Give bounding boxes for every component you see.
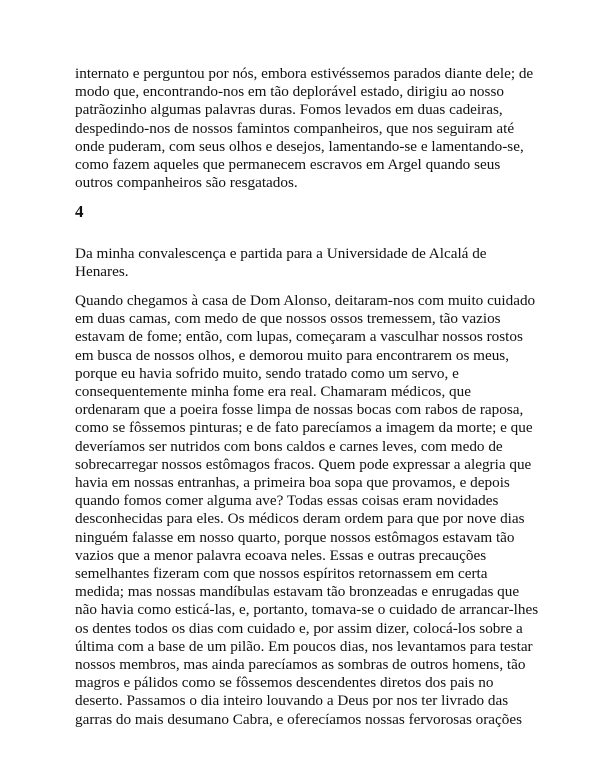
text-line: despedindo-nos de nossos famintos companheiros, que nos seguiram até — [75, 119, 515, 137]
text-line: semelhantes fizeram com que nossos espíritos retornassem em certa — [75, 565, 488, 583]
text-line: deserto. Passamos o dia inteiro louvando a Deus por nos ter livrado das — [75, 692, 509, 710]
text-line: como fazem aqueles que permanecem escravos em Argel quando seus — [75, 156, 501, 174]
text-line: como se fôssemos pinturas; e de fato parecíamos a imagem da morte; e que — [75, 419, 533, 437]
text-line: última com a base de um pilão. Em poucos dias, nos levantamos para testar — [75, 637, 533, 655]
text-line: medida; mas nossas mandíbulas estavam tão bronzeadas e enrugadas que — [75, 583, 520, 601]
text-line: deveríamos ser nutridos com bons caldos e carnes leves, com medo de — [75, 437, 503, 455]
text-line: modo que, encontrando-nos em tão deplorável estado, dirigiu ao nosso — [75, 83, 504, 101]
text-line: quando fomos comer alguma ave? Todas essas coisas eram novidades — [75, 492, 499, 510]
text-line: os dentes todos os dias com cuidado e, por assim dizer, colocá-los sobre a — [75, 619, 523, 637]
text-line: consequentemente minha fome era real. Chamaram médicos, que — [75, 383, 471, 401]
text-line: patrãozinho algumas palavras duras. Fomos levados em duas cadeiras, — [75, 101, 503, 119]
text-line: desconhecidas para eles. Os médicos deram ordem para que por nove dias — [75, 510, 525, 528]
text-line: nossos membros, mas ainda parecíamos as sombras de outros homens, tão — [75, 656, 526, 674]
text-line: Henares. — [75, 263, 129, 281]
text-line: ninguém falasse em nosso quarto, porque nossos estômagos estavam tão — [75, 528, 515, 546]
text-line: Da minha convalescença e partida para a Universidade de Alcalá de — [75, 245, 487, 262]
text-line: estavam de fome; então, com lupas, começaram a vasculhar nossos rostos — [75, 328, 523, 346]
text-line: sobrecarregar nossos estômagos fracos. Quem pode expressar a alegria que — [75, 455, 532, 473]
text-line: havia em nossas entranhas, a primeira boa sopa que provamos, e depois — [75, 474, 510, 492]
text-line: não havia como esticá-las, e, portanto, tomava-se o cuidado de arrancar-lhes — [75, 601, 539, 619]
paragraph-2 — [75, 292, 545, 729]
text-line: porque eu havia sofrido muito, sendo tratado como um servo, e — [75, 364, 459, 382]
chapter-number: 4 — [75, 202, 84, 221]
text-line: magros e pálidos como se fôssemos descendentes diretos dos pais no — [75, 674, 494, 692]
text-line: ordenaram que a poeira fosse limpa de nossas bocas com rabos de raposa, — [75, 401, 524, 419]
text-line: em duas camas, com medo de que nossos ossos tremessem, tão vazios — [75, 310, 501, 328]
text-line: garras do mais desumano Cabra, e oferecíamos nossas fervorosas orações — [75, 710, 523, 728]
text-line: outros companheiros são resgatados. — [75, 174, 298, 192]
text-line: em busca de nossos olhos, e demorou muito para encontrarem os meus, — [75, 346, 510, 364]
text-line: vazios que a menor palavra ecoava neles. Essas e outras precauções — [75, 546, 487, 564]
chapter-subtitle — [75, 245, 545, 281]
text-line: internato e perguntou por nós, embora estivéssemos parados diante dele; de — [75, 65, 534, 82]
paragraph-1 — [75, 65, 545, 192]
text-line: Quando chegamos à casa de Dom Alonso, deitaram-nos com muito cuidado — [75, 292, 536, 309]
text-line: onde puderam, com seus olhos e desejos, lamentando-se e lamentando-se, — [75, 137, 524, 155]
